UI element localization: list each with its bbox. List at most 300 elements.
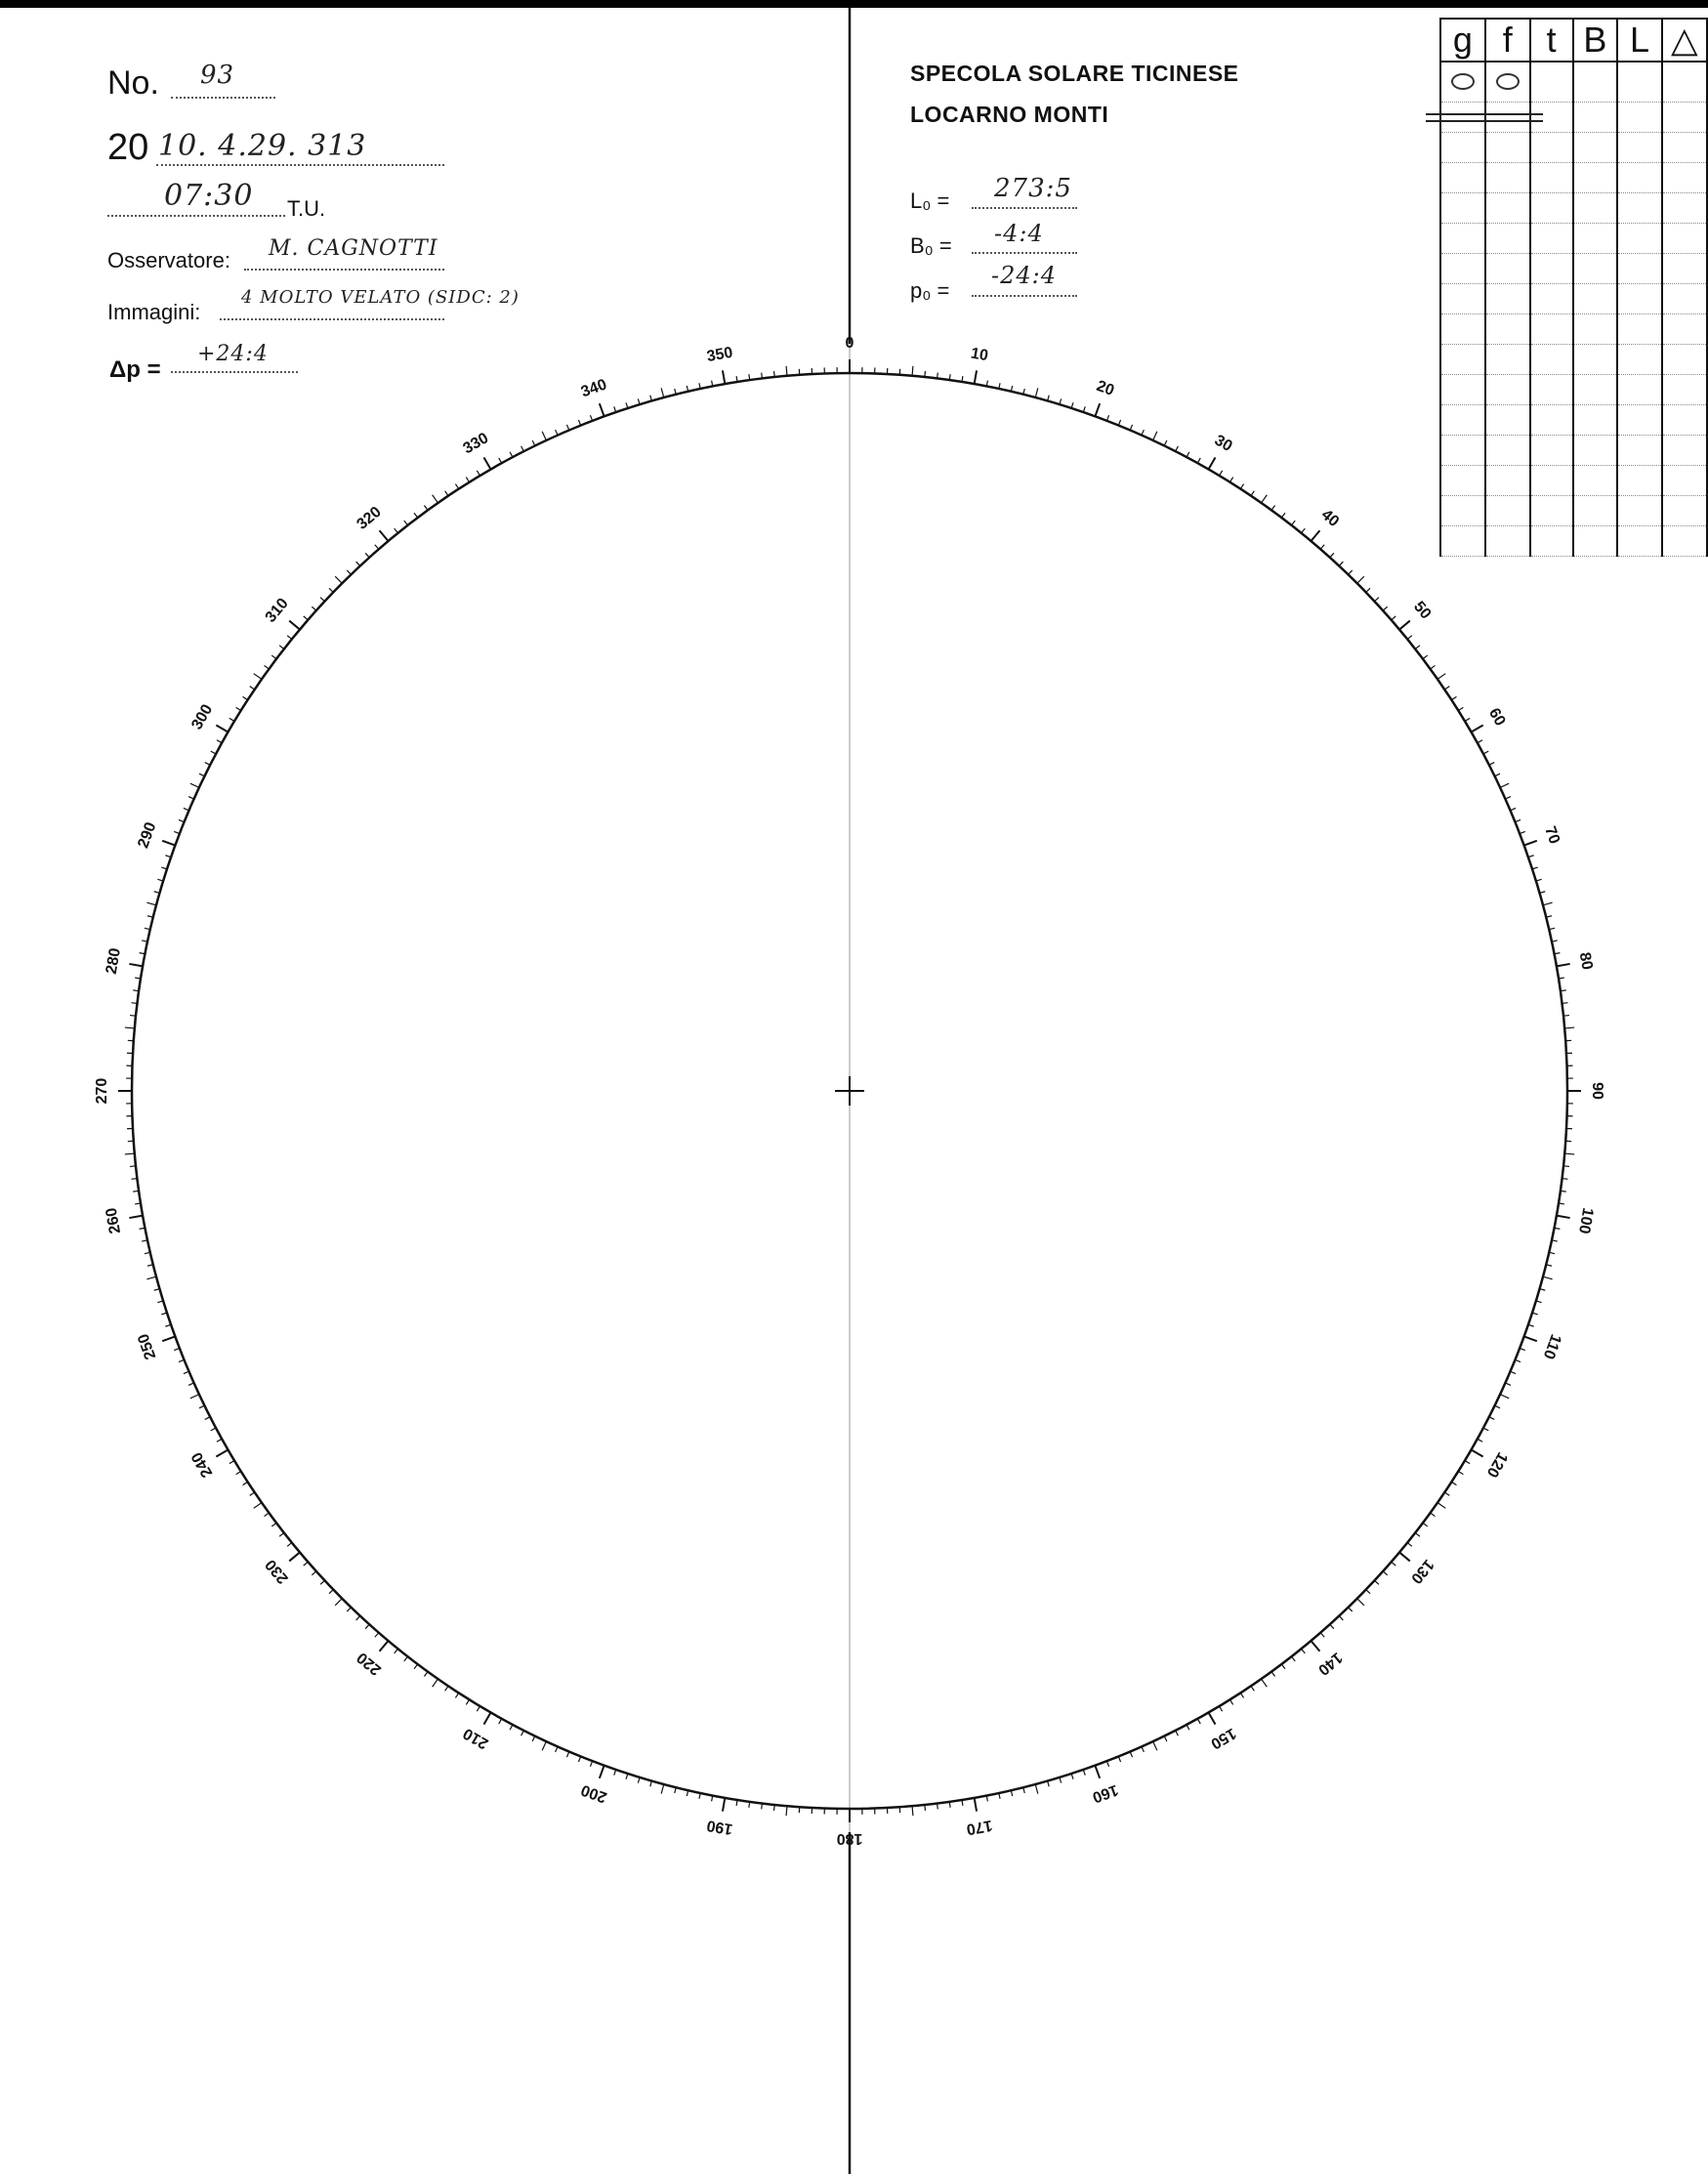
degree-tick [157,1301,163,1303]
degree-tick [1536,879,1542,881]
degree-tick [211,751,216,754]
degree-tick [532,1736,535,1741]
degree-tick [1292,521,1296,525]
degree-tick [1209,457,1216,469]
degree-label: 310 [262,595,292,626]
degree-tick [1392,1562,1396,1566]
table-cell [1485,284,1530,314]
degree-tick [1437,674,1445,680]
degree-tick [1465,1461,1470,1464]
col-header-f: f [1485,19,1530,62]
table-cell [1573,133,1618,163]
degree-label: 290 [135,819,160,851]
degree-tick [1281,1664,1285,1669]
table-cell [1573,254,1618,284]
degree-tick [254,674,262,680]
degree-tick [912,366,913,376]
table-row [1440,405,1707,436]
degree-label: 180 [836,1829,863,1847]
degree-tick [217,740,222,743]
L0-label: L₀ = [910,188,950,213]
degree-tick [484,457,491,469]
degree-tick [937,373,938,379]
degree-tick [542,432,546,440]
col-header-L: L [1617,19,1661,62]
table-cell [1573,103,1618,133]
L0-value: 273:5 [994,174,1072,203]
degree-tick [414,1664,418,1669]
degree-tick [1458,707,1463,710]
degree-tick [1423,655,1428,659]
table-cell [1662,405,1707,436]
table-cell [1662,254,1707,284]
degree-tick [133,990,139,991]
table-cell [1485,436,1530,466]
degree-tick [271,655,276,659]
degree-tick [455,1693,458,1697]
table-cell [1530,133,1573,163]
table-cell [1485,466,1530,496]
L0-underline [972,207,1077,209]
degree-tick [132,1003,138,1004]
degree-tick [265,665,270,669]
table-row [1440,62,1707,103]
degree-tick [414,513,418,518]
table-cell [1440,466,1485,496]
degree-tick [1561,1191,1566,1192]
degree-tick [1271,1672,1275,1677]
degree-tick [162,841,175,846]
degree-tick [600,403,604,416]
table-cell [1617,284,1661,314]
table-strike-line-1 [1426,113,1543,115]
degree-tick [320,1580,324,1584]
table-cell [1573,466,1618,496]
table-cell [1485,224,1530,254]
degree-tick [1176,446,1179,451]
table-cell [1530,526,1573,557]
degree-tick [433,495,438,503]
images-label: Immagini: [107,300,201,324]
degree-tick [1444,687,1449,690]
degree-tick [1407,636,1412,640]
degree-tick [162,1336,175,1341]
degree-tick [125,1153,135,1154]
degree-tick [1349,1608,1353,1611]
degree-tick [356,1616,360,1620]
degree-tick [329,1590,333,1594]
table-row [1440,224,1707,254]
degree-tick [1458,1471,1463,1474]
degree-tick [1302,528,1306,533]
degree-tick [1431,665,1436,669]
delta-p-label: Δp = [109,356,161,383]
degree-tick [1240,1693,1243,1697]
table-cell [1573,193,1618,224]
degree-tick [455,484,458,489]
degree-tick [786,1806,787,1816]
degree-tick [265,1513,270,1517]
table-cell [1440,133,1485,163]
degree-tick [949,374,950,380]
degree-tick [1563,1016,1569,1017]
degree-tick [1478,1439,1482,1442]
degree-tick [1564,1153,1574,1154]
table-row [1440,436,1707,466]
degree-tick [304,1562,309,1566]
table-cell [1530,224,1573,254]
degree-tick [1229,478,1232,482]
table-cell [1662,163,1707,193]
table-cell [1662,62,1707,103]
table-row [1440,284,1707,314]
degree-tick [1415,1533,1420,1537]
table-cell [1440,193,1485,224]
degree-tick [1240,484,1243,489]
degree-tick [499,458,502,463]
year-prefix: 20 [107,127,149,168]
degree-tick [1495,1405,1500,1408]
degree-tick [1251,491,1254,496]
degree-tick [749,374,750,380]
degree-tick [132,1179,138,1180]
table-row [1440,314,1707,345]
degree-tick [762,1804,763,1810]
table-cell [1530,193,1573,224]
degree-tick [1035,1784,1038,1794]
degree-tick [1281,513,1285,518]
degree-tick [130,1016,136,1017]
table-cell [1530,345,1573,375]
table-cell [1662,526,1707,557]
observer-underline [244,269,444,271]
degree-tick [1543,902,1553,905]
degree-label: 10 [969,345,990,365]
degree-tick [380,530,389,541]
degree-label: 330 [460,430,492,458]
degree-tick [229,718,234,721]
table-cell [1485,375,1530,405]
table-cell [1440,405,1485,436]
degree-tick [1164,1736,1167,1741]
degree-tick [975,1798,977,1812]
degree-tick [1489,763,1494,766]
degree-tick [1220,1706,1223,1711]
table-cell [1617,254,1661,284]
table-cell [1573,345,1618,375]
table-cell [1662,496,1707,526]
degree-tick [1431,1513,1436,1517]
table-cell [1573,375,1618,405]
degree-tick [287,636,292,640]
degree-tick [236,1471,241,1474]
date-underline [156,164,444,166]
images-underline [220,318,444,320]
table-cell [1617,103,1661,133]
degree-tick [975,370,977,384]
degree-tick [1561,990,1566,991]
degree-tick [510,452,513,457]
degree-tick [216,726,228,732]
table-cell [1440,224,1485,254]
degree-tick [521,446,524,451]
degree-tick [1451,1482,1456,1484]
degree-tick [1392,616,1396,620]
table-cell [1530,284,1573,314]
degree-tick [1339,562,1343,565]
degree-tick [365,553,369,557]
degree-label: 100 [1574,1206,1597,1235]
degree-tick [1349,570,1353,574]
degree-tick [638,398,640,404]
degree-tick [1383,606,1387,610]
degree-tick [1465,718,1470,721]
table-cell [1485,193,1530,224]
degree-tick [1423,1523,1428,1526]
degree-tick [1536,1301,1542,1303]
col-header-delta: △ [1662,19,1707,62]
degree-tick [1524,1336,1537,1341]
degree-tick [395,1649,398,1653]
degree-tick [1320,1633,1324,1638]
degree-tick [1262,1679,1268,1687]
degree-tick [1262,495,1268,503]
degree-label: 80 [1575,950,1596,972]
images-value: 4 MOLTO VELATO (SIDC: 2) [241,287,520,308]
degree-tick [638,1777,640,1783]
degree-label: 230 [262,1556,292,1587]
degree-tick [1562,1003,1568,1004]
table-row [1440,526,1707,557]
degree-tick [1478,740,1482,743]
table-cell [1573,284,1618,314]
degree-tick [404,521,408,525]
p0-value: -24:4 [991,262,1058,289]
degree-tick [1035,388,1038,397]
degree-tick [1451,696,1456,699]
degree-tick [1366,588,1370,592]
table-cell [1440,163,1485,193]
degree-tick [1153,1741,1157,1750]
delta-p-underline [171,371,298,373]
table-cell [1617,496,1661,526]
degree-tick [1383,1571,1387,1575]
table-cell [1617,436,1661,466]
degree-tick [749,1802,750,1808]
degree-label: 130 [1407,1556,1437,1587]
degree-tick [243,1482,248,1484]
degree-tick [661,388,664,397]
degree-tick [1251,1686,1254,1691]
degree-label: 240 [188,1448,217,1481]
table-cell [1530,405,1573,436]
degree-label: 120 [1482,1448,1511,1481]
table-row [1440,163,1707,193]
table-cell [1617,133,1661,163]
table-cell [1617,314,1661,345]
observatory-name: SPECOLA SOLARE TICINESE [910,61,1239,86]
table-cell [1440,345,1485,375]
observatory-location: LOCARNO MONTI [910,102,1109,127]
degree-tick [532,440,535,445]
table-cell [1662,224,1707,254]
degree-tick [1220,471,1223,476]
number-underline [171,97,275,99]
table-cell [1662,133,1707,163]
degree-tick [1483,1428,1488,1431]
degree-tick [1330,553,1334,557]
table-cell [1440,526,1485,557]
table-row [1440,193,1707,224]
degree-tick [1209,1713,1216,1725]
table-row [1440,133,1707,163]
zero-circle-f [1496,73,1520,90]
degree-tick [1187,1725,1189,1730]
degree-tick [1271,506,1275,511]
degree-tick [477,1706,479,1711]
table-cell [1662,345,1707,375]
degree-label: 300 [188,701,217,733]
degree-tick [1524,841,1537,846]
degree-tick [762,373,763,379]
degree-tick [380,1641,389,1651]
degree-tick [347,570,351,574]
table-cell [1662,193,1707,224]
observer-value: M. CAGNOTTI [269,236,438,261]
degree-label: 0 [845,335,854,353]
degree-label: 40 [1317,506,1343,531]
degree-tick [216,1450,228,1457]
degree-label: 190 [705,1816,734,1838]
degree-tick [937,1804,938,1810]
degree-tick [1557,964,1570,966]
degree-tick [335,576,342,583]
degree-tick [1357,1599,1364,1606]
degree-label: 340 [578,376,609,401]
degree-tick [217,1439,222,1442]
degree-tick [949,1802,950,1808]
degree-tick [1311,1641,1319,1651]
degree-label: 20 [1094,377,1117,399]
degree-label: 140 [1314,1649,1346,1679]
table-row [1440,345,1707,375]
degree-tick [289,1552,300,1561]
degree-tick [1472,726,1483,732]
degree-tick [1292,1656,1296,1661]
table-cell [1662,103,1707,133]
degree-tick [375,545,379,550]
degree-tick [542,1741,546,1750]
table-cell [1662,314,1707,345]
degree-tick [129,964,143,966]
time-unit: T.U. [287,196,326,221]
degree-label: 260 [103,1206,125,1235]
degree-tick [190,783,199,787]
degree-tick [304,616,309,620]
degree-tick [271,1523,276,1526]
table-cell [1617,405,1661,436]
table-cell [1617,375,1661,405]
degree-tick [1483,751,1488,754]
degree-tick [600,1766,604,1778]
table-cell [1662,375,1707,405]
degree-tick [279,646,284,649]
degree-tick [521,1731,524,1735]
degree-tick [445,1686,448,1691]
degree-tick [133,1191,139,1192]
degree-tick [329,588,333,592]
p0-underline [972,295,1077,297]
table-cell [1530,466,1573,496]
table-cell [1617,193,1661,224]
table-cell [1530,496,1573,526]
degree-tick [1437,1503,1445,1509]
B0-value: -4:4 [994,220,1044,247]
degree-tick [335,1599,342,1606]
degree-tick [1500,783,1509,787]
degree-tick [1375,598,1379,602]
degree-tick [356,562,360,565]
degree-tick [347,1608,351,1611]
table-cell [1485,133,1530,163]
table-cell [1530,163,1573,193]
degree-tick [1357,576,1364,583]
table-strike-line-2 [1426,120,1543,122]
delta-p-value: +24:4 [197,342,269,366]
number-value: 93 [200,61,235,90]
degree-label: 110 [1539,1331,1564,1361]
time-underline [107,215,285,217]
degree-tick [1399,1552,1410,1561]
cell-f-value [1485,62,1530,103]
degree-tick [1095,1766,1100,1778]
degree-label: 250 [135,1331,160,1362]
degree-tick [424,506,428,511]
degree-tick [774,371,775,377]
degree-tick [786,366,787,376]
table-cell [1617,224,1661,254]
degree-tick [205,763,210,766]
degree-tick [1563,1166,1569,1167]
degree-tick [1095,403,1100,416]
degree-tick [125,1027,135,1028]
table-cell [1485,314,1530,345]
degree-tick [1197,458,1200,463]
number-label: No. [107,64,159,102]
table-row [1440,375,1707,405]
degree-tick [424,1672,428,1677]
degree-tick [1399,621,1410,630]
degree-label: 280 [103,946,125,976]
degree-tick [1444,1492,1449,1495]
degree-tick [243,696,248,699]
degree-tick [320,598,324,602]
table-cell [1662,466,1707,496]
degree-tick [375,1633,379,1638]
table-cell [1573,496,1618,526]
degree-tick [477,471,479,476]
table-cell [1573,405,1618,436]
B0-underline [972,252,1077,254]
table-cell [1573,314,1618,345]
degree-tick [1415,646,1420,649]
sunspot-group-table [1439,18,1708,557]
table-cell [1485,163,1530,193]
degree-tick [661,1784,664,1794]
p0-label: p₀ = [910,278,950,303]
degree-tick [1472,1450,1483,1457]
degree-tick [199,773,204,776]
